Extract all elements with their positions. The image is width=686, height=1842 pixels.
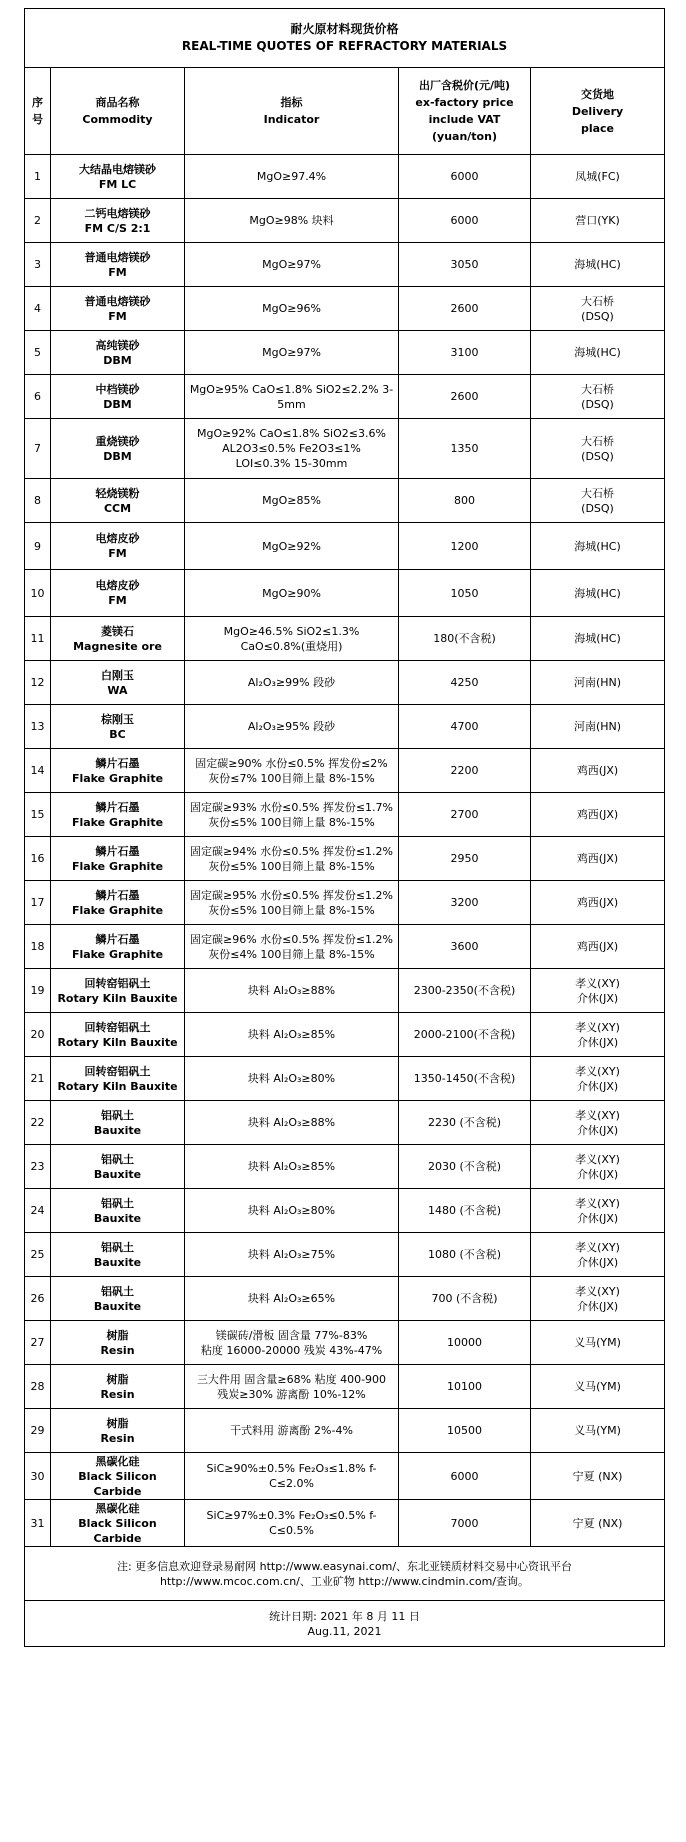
indicator-cell: 块料 Al₂O₃≥80% [185, 1189, 399, 1233]
title-en: REAL-TIME QUOTES OF REFRACTORY MATERIALS [181, 39, 508, 53]
indicator-cell: SiC≥90%±0.5% Fe₂O₃≤1.8% f-C≤2.0% [185, 1453, 399, 1500]
table-row [25, 1500, 665, 1547]
indicator-cell: 块料 Al₂O₃≥80% [185, 1057, 399, 1101]
row-number: 8 [25, 479, 51, 523]
indicator-cell: 固定碳≥90% 水份≤0.5% 挥发份≤2% 灰份≤7% 100目筛上量 8%-15% [185, 749, 399, 793]
indicator-cell: MgO≥46.5% SiO2≤1.3% CaO≤0.8%(重烧用) [185, 617, 399, 661]
commodity-cell: 树脂 Resin [51, 1321, 185, 1365]
table-row [25, 1277, 665, 1321]
footnote-line-1: 注: 更多信息欢迎登录易耐网 http://www.easynai.com/、东北亚镁质材料交易中心资讯平台 [116, 1559, 573, 1573]
footnote [25, 1547, 665, 1601]
row-number: 1 [25, 155, 51, 199]
delivery-cell: 孝义(XY) 介休(JX) [531, 1233, 665, 1277]
price-cell: 700 (不含税) [399, 1277, 531, 1321]
row-number: 12 [25, 661, 51, 705]
table-row [25, 749, 665, 793]
delivery-cell: 义马(YM) [531, 1409, 665, 1453]
price-cell: 4250 [399, 661, 531, 705]
date-en: Aug.11, 2021 [307, 1624, 382, 1638]
delivery-cell: 营口(YK) [531, 199, 665, 243]
commodity-cell: 鳞片石墨 Flake Graphite [51, 925, 185, 969]
header-row [25, 68, 665, 155]
price-cell: 180(不含税) [399, 617, 531, 661]
commodity-cell: 回转窑铝矾土 Rotary Kiln Bauxite [51, 1057, 185, 1101]
row-number: 30 [25, 1453, 51, 1500]
commodity-cell: 树脂 Resin [51, 1409, 185, 1453]
indicator-cell: MgO≥97% [185, 243, 399, 287]
price-cell: 4700 [399, 705, 531, 749]
commodity-cell: 鳞片石墨 Flake Graphite [51, 837, 185, 881]
table-row [25, 419, 665, 479]
price-cell: 1050 [399, 570, 531, 617]
price-cell: 1480 (不含税) [399, 1189, 531, 1233]
date-row [25, 1601, 665, 1647]
row-number: 10 [25, 570, 51, 617]
row-number: 2 [25, 199, 51, 243]
delivery-cell: 凤城(FC) [531, 155, 665, 199]
indicator-cell: MgO≥92% [185, 523, 399, 570]
price-cell: 6000 [399, 1453, 531, 1500]
row-number: 17 [25, 881, 51, 925]
table-row [25, 523, 665, 570]
delivery-cell: 宁夏 (NX) [531, 1453, 665, 1500]
table-row [25, 925, 665, 969]
commodity-cell: 高纯镁砂 DBM [51, 331, 185, 375]
table-row [25, 155, 665, 199]
indicator-cell: SiC≥97%±0.3% Fe₂O₃≤0.5% f-C≤0.5% [185, 1500, 399, 1547]
row-number: 20 [25, 1013, 51, 1057]
indicator-cell: MgO≥97.4% [185, 155, 399, 199]
commodity-cell: 菱镁石 Magnesite ore [51, 617, 185, 661]
price-cell: 3200 [399, 881, 531, 925]
table-row [25, 1013, 665, 1057]
indicator-cell: MgO≥92% CaO≤1.8% SiO2≤3.6% AL2O3≤0.5% Fe2O3≤1% LOI≤0.3% 15-30mm [185, 419, 399, 479]
indicator-cell: 块料 Al₂O₃≥88% [185, 1101, 399, 1145]
price-cell: 7000 [399, 1500, 531, 1547]
indicator-cell: MgO≥85% [185, 479, 399, 523]
delivery-cell: 大石桥 (DSQ) [531, 375, 665, 419]
row-number: 11 [25, 617, 51, 661]
delivery-cell: 义马(YM) [531, 1365, 665, 1409]
indicator-cell: 镁碳砖/滑板 固含量 77%-83% 粘度 16000-20000 残炭 43%-47% [185, 1321, 399, 1365]
row-number: 7 [25, 419, 51, 479]
header-seq: 序 号 [25, 68, 51, 155]
table-row [25, 969, 665, 1013]
table-row [25, 617, 665, 661]
commodity-cell: 黑碳化硅 Black Silicon Carbide [51, 1453, 185, 1500]
delivery-cell: 海城(HC) [531, 331, 665, 375]
price-cell: 10100 [399, 1365, 531, 1409]
table-title [25, 9, 665, 68]
indicator-cell: MgO≥90% [185, 570, 399, 617]
delivery-cell: 鸡西(JX) [531, 925, 665, 969]
commodity-cell: 回转窑铝矾土 Rotary Kiln Bauxite [51, 1013, 185, 1057]
delivery-cell: 义马(YM) [531, 1321, 665, 1365]
delivery-cell: 大石桥 (DSQ) [531, 479, 665, 523]
indicator-cell: Al₂O₃≥99% 段砂 [185, 661, 399, 705]
delivery-cell: 孝义(XY) 介休(JX) [531, 1189, 665, 1233]
title-cn: 耐火原材料现货价格 [290, 22, 399, 36]
header-indicator: 指标 Indicator [185, 68, 399, 155]
delivery-cell: 孝义(XY) 介休(JX) [531, 1013, 665, 1057]
row-number: 29 [25, 1409, 51, 1453]
date-cn: 统计日期: 2021 年 8 月 11 日 [269, 1609, 420, 1623]
price-cell: 2950 [399, 837, 531, 881]
indicator-cell: Al₂O₃≥95% 段砂 [185, 705, 399, 749]
commodity-cell: 鳞片石墨 Flake Graphite [51, 749, 185, 793]
price-cell: 800 [399, 479, 531, 523]
commodity-cell: 铝矾土 Bauxite [51, 1277, 185, 1321]
table-row [25, 1321, 665, 1365]
footnote-line-2: http://www.mcoc.com.cn/、工业矿物 http://www.cindmin.com/查询。 [159, 1574, 530, 1588]
delivery-cell: 鸡西(JX) [531, 837, 665, 881]
commodity-cell: 大结晶电熔镁砂 FM LC [51, 155, 185, 199]
delivery-cell: 大石桥 (DSQ) [531, 287, 665, 331]
delivery-cell: 海城(HC) [531, 243, 665, 287]
delivery-cell: 大石桥 (DSQ) [531, 419, 665, 479]
footnote-row [25, 1547, 665, 1601]
delivery-cell: 孝义(XY) 介休(JX) [531, 1101, 665, 1145]
row-number: 9 [25, 523, 51, 570]
table-row [25, 1101, 665, 1145]
row-number: 4 [25, 287, 51, 331]
row-number: 27 [25, 1321, 51, 1365]
delivery-cell: 孝义(XY) 介休(JX) [531, 969, 665, 1013]
row-number: 16 [25, 837, 51, 881]
delivery-cell: 海城(HC) [531, 570, 665, 617]
table-row [25, 1189, 665, 1233]
statistics-date [25, 1601, 665, 1647]
row-number: 25 [25, 1233, 51, 1277]
indicator-cell: 块料 Al₂O₃≥65% [185, 1277, 399, 1321]
price-cell: 1080 (不含税) [399, 1233, 531, 1277]
delivery-cell: 鸡西(JX) [531, 881, 665, 925]
delivery-cell: 宁夏 (NX) [531, 1500, 665, 1547]
row-number: 13 [25, 705, 51, 749]
table-row [25, 287, 665, 331]
commodity-cell: 普通电熔镁砂 FM [51, 287, 185, 331]
delivery-cell: 河南(HN) [531, 705, 665, 749]
price-cell: 3600 [399, 925, 531, 969]
indicator-cell: 固定碳≥96% 水份≤0.5% 挥发份≤1.2% 灰份≤4% 100目筛上量 8%-15% [185, 925, 399, 969]
row-number: 19 [25, 969, 51, 1013]
table-row [25, 1145, 665, 1189]
table-row [25, 793, 665, 837]
delivery-cell: 河南(HN) [531, 661, 665, 705]
table-row [25, 243, 665, 287]
row-number: 6 [25, 375, 51, 419]
table-row [25, 375, 665, 419]
indicator-cell: 固定碳≥94% 水份≤0.5% 挥发份≤1.2% 灰份≤5% 100目筛上量 8%-15% [185, 837, 399, 881]
commodity-cell: 白刚玉 WA [51, 661, 185, 705]
price-cell: 1350 [399, 419, 531, 479]
indicator-cell: 固定碳≥93% 水份≤0.5% 挥发份≤1.7% 灰份≤5% 100目筛上量 8%-15% [185, 793, 399, 837]
price-cell: 2030 (不含税) [399, 1145, 531, 1189]
row-number: 5 [25, 331, 51, 375]
header-commodity: 商品名称 Commodity [51, 68, 185, 155]
table-row [25, 1365, 665, 1409]
price-cell: 2600 [399, 287, 531, 331]
indicator-cell: 块料 Al₂O₃≥88% [185, 969, 399, 1013]
commodity-cell: 二钙电熔镁砂 FM C/S 2:1 [51, 199, 185, 243]
commodity-cell: 铝矾土 Bauxite [51, 1233, 185, 1277]
table-row [25, 661, 665, 705]
indicator-cell: 块料 Al₂O₃≥85% [185, 1145, 399, 1189]
price-cell: 6000 [399, 199, 531, 243]
commodity-cell: 鳞片石墨 Flake Graphite [51, 793, 185, 837]
table-row [25, 1409, 665, 1453]
row-number: 18 [25, 925, 51, 969]
row-number: 31 [25, 1500, 51, 1547]
title-row [25, 9, 665, 68]
delivery-cell: 孝义(XY) 介休(JX) [531, 1145, 665, 1189]
delivery-cell: 海城(HC) [531, 523, 665, 570]
commodity-cell: 铝矾土 Bauxite [51, 1145, 185, 1189]
commodity-cell: 电熔皮砂 FM [51, 523, 185, 570]
price-cell: 2300-2350(不含税) [399, 969, 531, 1013]
indicator-cell: 三大件用 固含量≥68% 粘度 400-900 残炭≥30% 游离酚 10%-12% [185, 1365, 399, 1409]
row-number: 22 [25, 1101, 51, 1145]
price-cell: 10000 [399, 1321, 531, 1365]
commodity-cell: 重烧镁砂 DBM [51, 419, 185, 479]
price-cell: 2600 [399, 375, 531, 419]
price-cell: 6000 [399, 155, 531, 199]
delivery-cell: 孝义(XY) 介休(JX) [531, 1277, 665, 1321]
table-row [25, 1233, 665, 1277]
indicator-cell: 块料 Al₂O₃≥85% [185, 1013, 399, 1057]
indicator-cell: MgO≥98% 块料 [185, 199, 399, 243]
indicator-cell: MgO≥95% CaO≤1.8% SiO2≤2.2% 3-5mm [185, 375, 399, 419]
table-row [25, 705, 665, 749]
delivery-cell: 鸡西(JX) [531, 749, 665, 793]
commodity-cell: 鳞片石墨 Flake Graphite [51, 881, 185, 925]
table-row [25, 1057, 665, 1101]
indicator-cell: MgO≥97% [185, 331, 399, 375]
row-number: 3 [25, 243, 51, 287]
table-row [25, 570, 665, 617]
row-number: 14 [25, 749, 51, 793]
row-number: 21 [25, 1057, 51, 1101]
row-number: 24 [25, 1189, 51, 1233]
header-price: 出厂含税价(元/吨) ex-factory price include VAT (yuan/ton) [399, 68, 531, 155]
row-number: 23 [25, 1145, 51, 1189]
header-delivery: 交货地 Delivery place [531, 68, 665, 155]
price-cell: 10500 [399, 1409, 531, 1453]
row-number: 26 [25, 1277, 51, 1321]
delivery-cell: 孝义(XY) 介休(JX) [531, 1057, 665, 1101]
indicator-cell: 固定碳≥95% 水份≤0.5% 挥发份≤1.2% 灰份≤5% 100目筛上量 8%-15% [185, 881, 399, 925]
price-table [24, 8, 665, 1647]
table-row [25, 331, 665, 375]
delivery-cell: 鸡西(JX) [531, 793, 665, 837]
commodity-cell: 回转窑铝矾土 Rotary Kiln Bauxite [51, 969, 185, 1013]
indicator-cell: 块料 Al₂O₃≥75% [185, 1233, 399, 1277]
price-cell: 2230 (不含税) [399, 1101, 531, 1145]
commodity-cell: 黑碳化硅 Black Silicon Carbide [51, 1500, 185, 1547]
table-row [25, 1453, 665, 1500]
table-row [25, 199, 665, 243]
indicator-cell: 干式料用 游离酚 2%-4% [185, 1409, 399, 1453]
commodity-cell: 轻烧镁粉 CCM [51, 479, 185, 523]
commodity-cell: 中档镁砂 DBM [51, 375, 185, 419]
commodity-cell: 普通电熔镁砂 FM [51, 243, 185, 287]
delivery-cell: 海城(HC) [531, 617, 665, 661]
price-cell: 3100 [399, 331, 531, 375]
price-cell: 2700 [399, 793, 531, 837]
table-row [25, 881, 665, 925]
price-cell: 2000-2100(不含税) [399, 1013, 531, 1057]
table-row [25, 479, 665, 523]
table-row [25, 837, 665, 881]
commodity-cell: 铝矾土 Bauxite [51, 1189, 185, 1233]
row-number: 15 [25, 793, 51, 837]
price-cell: 2200 [399, 749, 531, 793]
commodity-cell: 铝矾土 Bauxite [51, 1101, 185, 1145]
indicator-cell: MgO≥96% [185, 287, 399, 331]
commodity-cell: 树脂 Resin [51, 1365, 185, 1409]
commodity-cell: 电熔皮砂 FM [51, 570, 185, 617]
price-cell: 3050 [399, 243, 531, 287]
price-cell: 1350-1450(不含税) [399, 1057, 531, 1101]
price-cell: 1200 [399, 523, 531, 570]
row-number: 28 [25, 1365, 51, 1409]
commodity-cell: 棕刚玉 BC [51, 705, 185, 749]
